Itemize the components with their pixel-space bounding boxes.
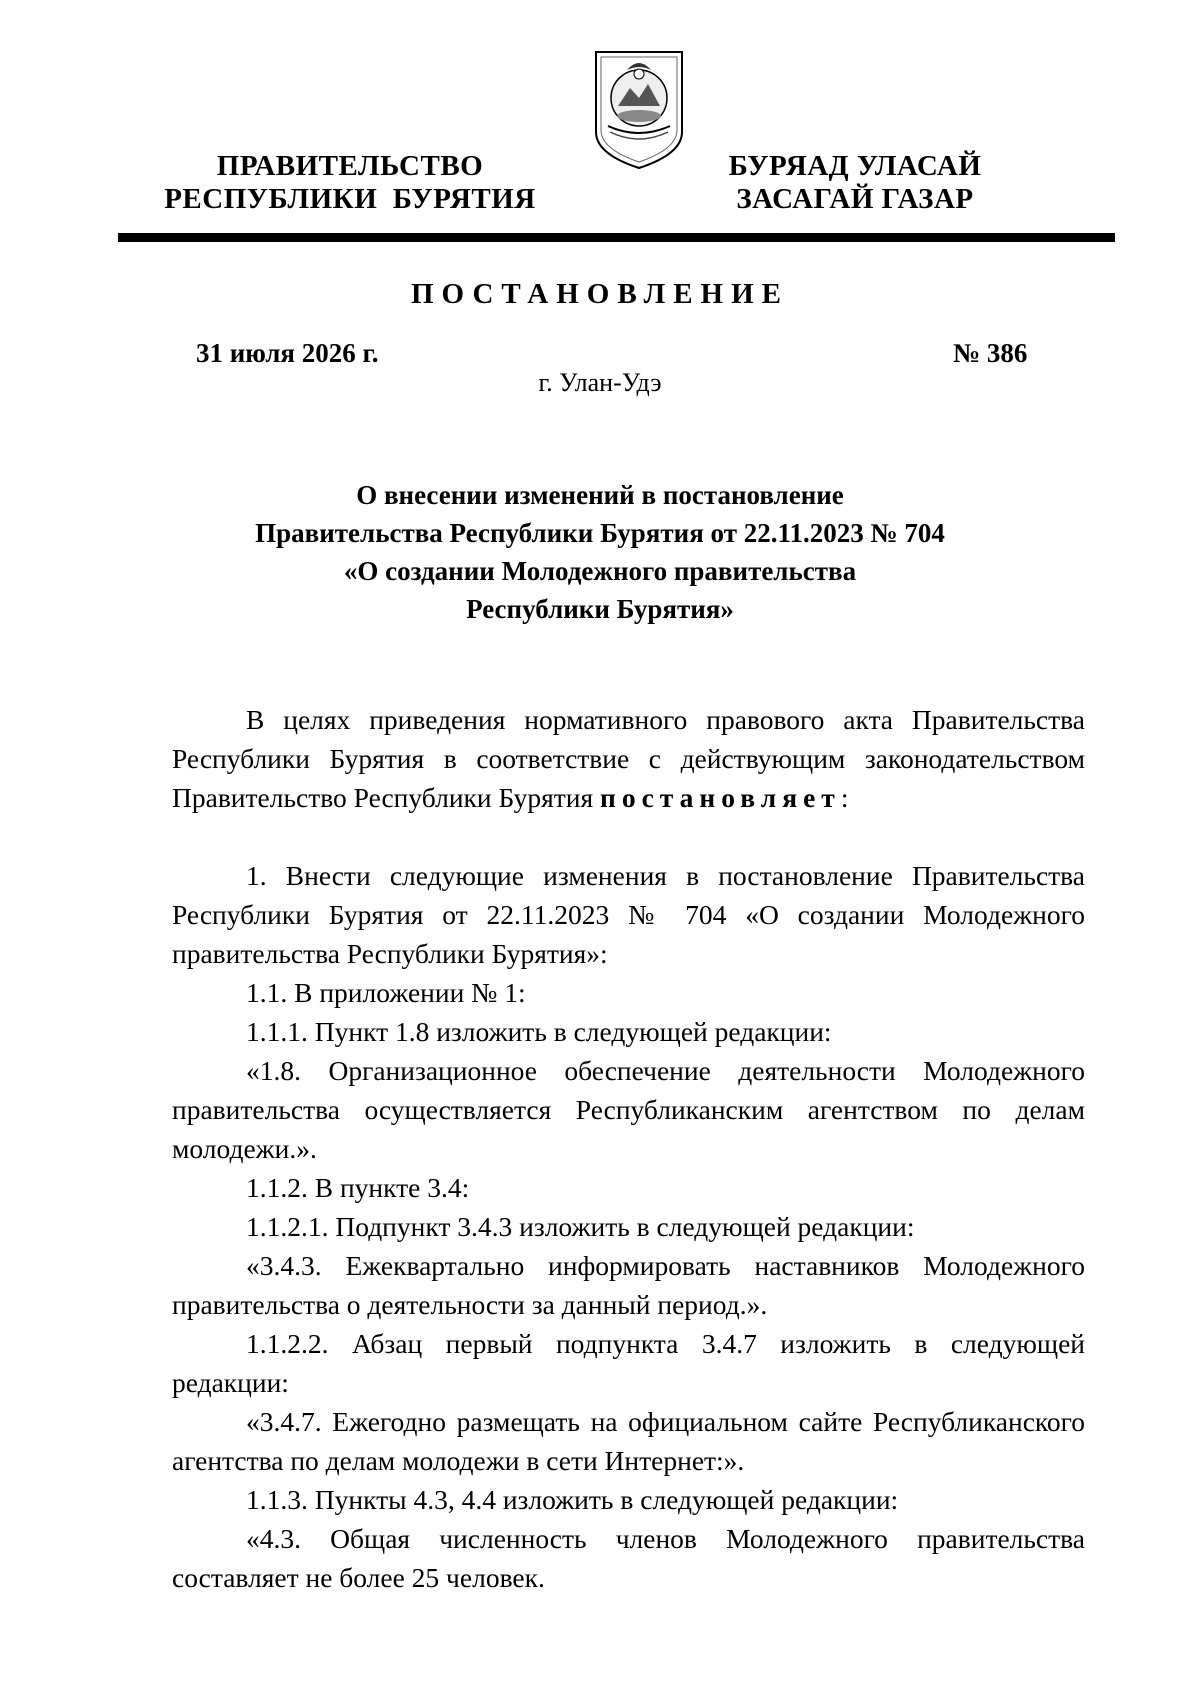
document-body <box>172 700 1085 1597</box>
intro-text: В целях приведения нормативного правового акта Правительства Республики Бурятия в соответствие с действующим законодательством Правительство Республики Бурятия <box>172 704 1085 813</box>
body-paragraph: 1.1.3. Пункты 4.3, 4.4 изложить в следующей редакции: <box>246 1484 899 1515</box>
document-subject <box>200 476 1000 628</box>
header-right-line1: БУРЯАД УЛАСАЙ <box>728 150 982 182</box>
subject-line: Правительства Республики Бурятия от 22.11.2023 № 704 <box>255 518 945 548</box>
body-paragraph: «3.4.3. Ежеквартально информировать наставников Молодежного правительства о деятельности за данный период.». <box>172 1250 1085 1320</box>
decree-word: постановляет <box>600 782 841 813</box>
body-paragraph: 1.1.2.2. Абзац первый подпункта 3.4.7 изложить в следующей редакции: <box>172 1328 1085 1398</box>
body-paragraph: 1.1.2.1. Подпункт 3.4.3 изложить в следующей редакции: <box>246 1211 915 1242</box>
header-right <box>700 150 1010 216</box>
header-divider <box>118 233 1115 242</box>
subject-line: О внесении изменений в постановление <box>356 480 844 510</box>
document-number: № 386 <box>953 338 1028 368</box>
document-date: 31 июля 2026 г. <box>196 338 379 368</box>
subject-line: «О создании Молодежного правительства <box>343 556 857 586</box>
document-city: г. Улан-Удэ <box>538 368 662 397</box>
document-type: ПОСТАНОВЛЕНИЕ <box>410 278 789 310</box>
header-left <box>150 150 550 216</box>
body-paragraph: «3.4.7. Ежегодно размещать на официальном сайте Республиканского агентства по делам молодежи в сети Интернет:». <box>172 1406 1085 1476</box>
body-paragraph: 1. Внести следующие изменения в постановление Правительства Республики Бурятия от 22.11.2023 № 704 «О создании Молодежного правительства Республики Бурятия»: <box>172 860 1085 969</box>
subject-line: Республики Бурятия» <box>466 594 734 624</box>
body-paragraph: 1.1.2. В пункте 3.4: <box>246 1172 470 1203</box>
header-left-line1: ПРАВИТЕЛЬСТВО <box>216 150 484 182</box>
intro-paragraph <box>172 700 1085 817</box>
header-left-line2: РЕСПУБЛИКИ БУРЯТИЯ <box>164 183 536 215</box>
header-right-line2: ЗАСАГАЙ ГАЗАР <box>736 183 974 215</box>
body-paragraph: 1.1. В приложении № 1: <box>246 977 526 1008</box>
intro-end: : <box>840 782 849 813</box>
body-paragraph: «4.3. Общая численность членов Молодежного правительства составляет не более 25 человек. <box>172 1523 1085 1593</box>
body-paragraph: 1.1.1. Пункт 1.8 изложить в следующей редакции: <box>246 1016 832 1047</box>
body-paragraph: «1.8. Организационное обеспечение деятельности Молодежного правительства осуществляется Республиканским агентством по делам молодежи.». <box>172 1055 1085 1164</box>
coat-of-arms-emblem <box>592 48 686 172</box>
